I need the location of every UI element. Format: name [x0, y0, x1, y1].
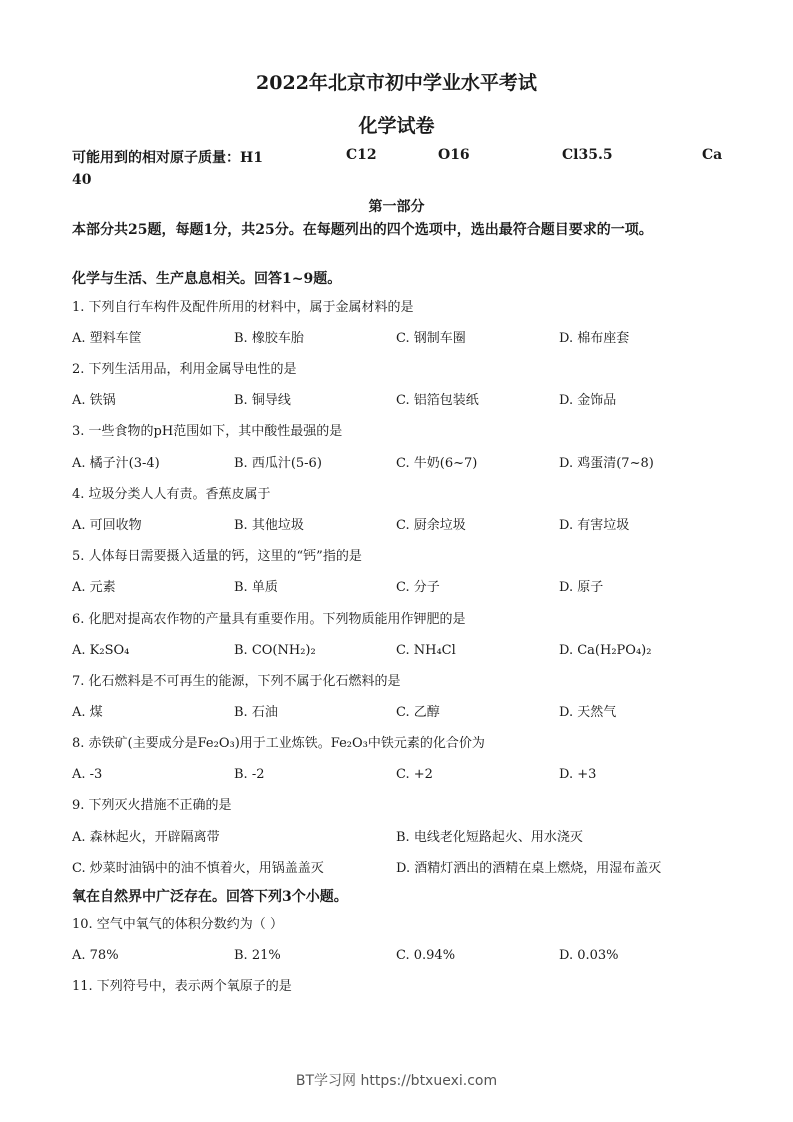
question-8-option-c: C. +2	[396, 767, 433, 782]
question-4-option-a: A. 可回收物	[72, 518, 142, 533]
question-8-option-a: A. -3	[72, 767, 103, 782]
atomic-mass-ca-value: 40	[72, 172, 92, 188]
question-11-stem: 11. 下列符号中，表示两个氧原子的是	[72, 979, 292, 994]
question-2-option-a: A. 铁锅	[72, 393, 116, 408]
question-2-option-d: D. 金饰品	[559, 393, 617, 408]
question-1-option-d: D. 棉布座套	[559, 331, 630, 346]
question-8-option-b: B. -2	[234, 767, 265, 782]
question-4-option-d: D. 有害垃圾	[559, 518, 630, 533]
question-6-option-b: B. CO(NH₂)₂	[234, 643, 316, 658]
question-10-option-b: B. 21%	[234, 948, 281, 963]
question-5-stem: 5. 人体每日需要摄入适量的钙，这里的“钙”指的是	[72, 549, 362, 564]
question-1-option-c: C. 钢制车圈	[396, 331, 466, 346]
question-6-option-d: D. Ca(H₂PO₄)₂	[559, 643, 652, 658]
question-3-option-b: B. 西瓜汁(5-6)	[234, 456, 322, 471]
question-7-option-b: B. 石油	[234, 705, 278, 720]
part-intro: 本部分共25题，每题1分，共25分。在每题列出的四个选项中，选出最符合题目要求的一项。	[72, 222, 653, 238]
question-6-option-c: C. NH₄Cl	[396, 643, 456, 658]
footer-watermark: BT学习网 https://btxuexi.com	[295, 1073, 498, 1089]
part-title: 第一部分	[368, 199, 425, 215]
question-3-option-a: A. 橘子汁(3-4)	[72, 456, 160, 471]
question-1-option-a: A. 塑料车筐	[72, 331, 142, 346]
group-heading-1: 化学与生活、生产息息相关。回答1~9题。	[72, 271, 342, 287]
question-2-option-b: B. 铜导线	[234, 393, 291, 408]
atomic-mass-c: C12	[346, 147, 377, 163]
question-10-option-a: A. 78%	[72, 948, 119, 963]
question-1-stem: 1. 下列自行车构件及配件所用的材料中，属于金属材料的是	[72, 300, 414, 315]
question-9-option-c: C. 炒菜时油锅中的油不慎着火，用锅盖盖灭	[72, 861, 324, 876]
question-6-option-a: A. K₂SO₄	[72, 643, 130, 658]
exam-title: 2022年北京市初中学业水平考试	[256, 72, 537, 94]
group-heading-2: 氧在自然界中广泛存在。回答下列3个小题。	[72, 889, 348, 905]
question-9-option-d: D. 酒精灯洒出的酒精在桌上燃烧，用湿布盖灭	[396, 861, 662, 876]
question-10-option-d: D. 0.03%	[559, 948, 619, 963]
question-2-stem: 2. 下列生活用品，利用金属导电性的是	[72, 362, 297, 377]
question-4-option-b: B. 其他垃圾	[234, 518, 304, 533]
question-3-stem: 3. 一些食物的pH范围如下，其中酸性最强的是	[72, 424, 343, 439]
question-5-option-b: B. 单质	[234, 580, 278, 595]
question-4-stem: 4. 垃圾分类人人有责。香蕉皮属于	[72, 487, 271, 502]
question-1-option-b: B. 橡胶车胎	[234, 331, 304, 346]
question-9-stem: 9. 下列灭火措施不正确的是	[72, 798, 232, 813]
question-10-stem: 10. 空气中氧气的体积分数约为（ ）	[72, 917, 283, 932]
question-5-option-a: A. 元素	[72, 580, 116, 595]
question-8-option-d: D. +3	[559, 767, 597, 782]
question-6-stem: 6. 化肥对提高农作物的产量具有重要作用。下列物质能用作钾肥的是	[72, 612, 466, 627]
question-2-option-c: C. 铝箔包装纸	[396, 393, 479, 408]
question-3-option-c: C. 牛奶(6~7)	[396, 456, 478, 471]
question-7-option-c: C. 乙醇	[396, 705, 440, 720]
question-7-option-d: D. 天然气	[559, 705, 617, 720]
question-7-option-a: A. 煤	[72, 705, 103, 720]
atomic-mass-cl: Cl35.5	[562, 147, 613, 163]
exam-subtitle: 化学试卷	[358, 115, 435, 137]
atomic-mass-o: O16	[438, 147, 470, 163]
atomic-masses-label: 可能用到的相对原子质量：H1	[72, 150, 263, 166]
atomic-mass-ca: Ca	[702, 147, 723, 163]
question-9-option-a: A. 森林起火，开辟隔离带	[72, 830, 220, 845]
question-8-stem: 8. 赤铁矿(主要成分是Fe₂O₃)用于工业炼铁。Fe₂O₃中铁元素的化合价为	[72, 736, 485, 751]
question-5-option-c: C. 分子	[396, 580, 440, 595]
question-4-option-c: C. 厨余垃圾	[396, 518, 466, 533]
question-3-option-d: D. 鸡蛋清(7~8)	[559, 456, 654, 471]
question-10-option-c: C. 0.94%	[396, 948, 456, 963]
question-7-stem: 7. 化石燃料是不可再生的能源，下列不属于化石燃料的是	[72, 674, 401, 689]
question-5-option-d: D. 原子	[559, 580, 604, 595]
question-9-option-b: B. 电线老化短路起火、用水浇灭	[396, 830, 583, 845]
